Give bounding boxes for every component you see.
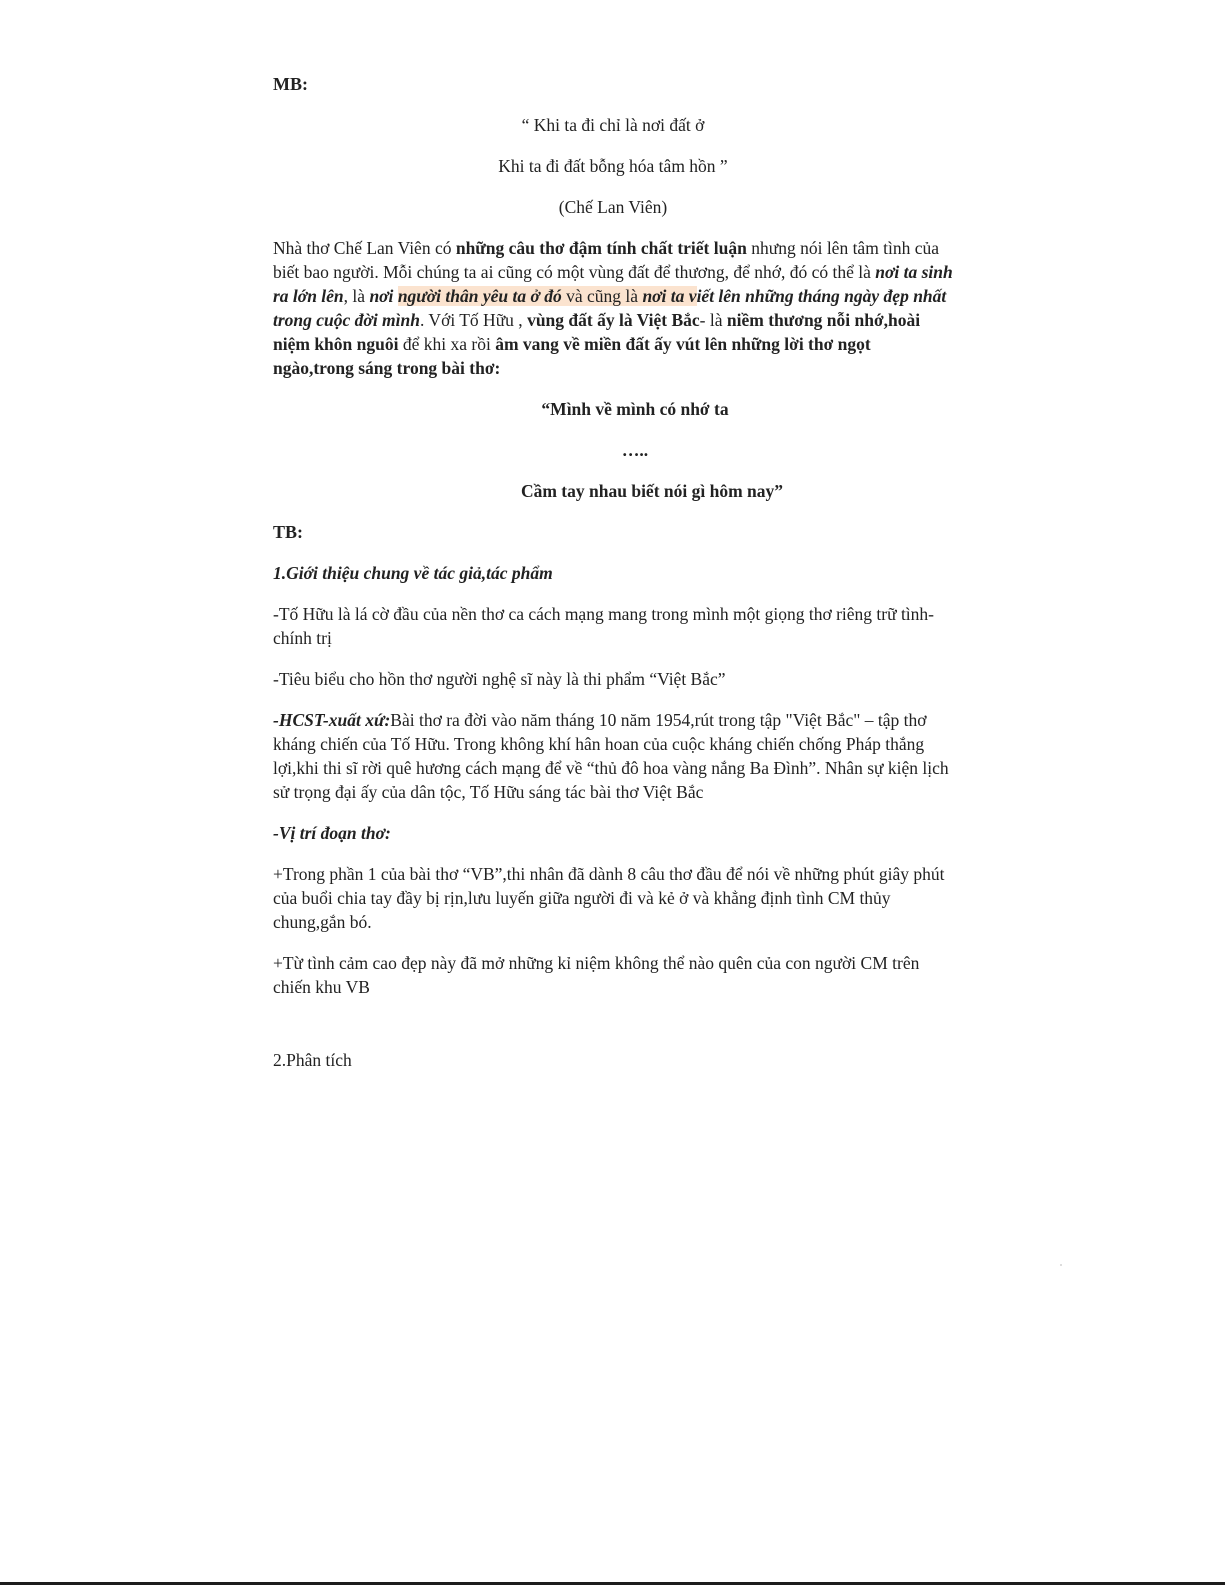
section-1-heading: 1.Giới thiệu chung về tác giả,tác phẩm: [273, 563, 553, 583]
vitri-label: -Vị trí đoạn thơ:: [273, 823, 391, 843]
section-2-heading: 2.Phân tích: [273, 1050, 352, 1070]
poem-ellipsis: …..: [621, 440, 649, 460]
intro-text: . Với Tố Hữu ,: [420, 310, 528, 330]
position-paragraph-1: +Trong phần 1 của bài thơ “VB”,thi nhân đã dành 8 câu thơ đầu để nói về những phút giây phút của buổi chia tay đầy bị rịn,lưu luyến giữa người đi và kẻ ở và khẳng định tình CM thủy chung,gắn bó.: [273, 864, 945, 932]
poem-line-2: Cầm tay nhau biết nói gì hôm nay”: [520, 481, 784, 501]
intro-text: Nhà thơ Chế Lan Viên có: [273, 238, 456, 258]
intro-bold-phrase: những câu thơ đậm tính chất triết luận: [455, 238, 747, 258]
intro-paragraph: [273, 236, 953, 380]
highlighted-phrase: nơi ta v: [642, 286, 697, 306]
intro-bold-italic-phrase: iết lên những tháng ngày đẹp nhất trong cuộc đời mình: [273, 286, 947, 330]
intro-text: để khi xa rồi: [398, 334, 496, 354]
work-paragraph: -Tiêu biểu cho hồn thơ người nghệ sĩ này là thi phẩm “Việt Bắc”: [273, 669, 726, 689]
scan-speck: [1060, 1264, 1062, 1266]
highlighted-phrase: người thân yêu ta ở đó: [397, 286, 562, 306]
position-paragraph-2: +Từ tình cảm cao đẹp này đã mở những kỉ niệm không thể nào quên của con người CM trên chiến khu VB: [273, 953, 920, 997]
highlighted-text: và cũng là: [561, 286, 643, 306]
hcst-text: Bài thơ ra đời vào năm tháng 10 năm 1954,rút trong tập "Việt Bắc" – tập thơ kháng chiến của Tố Hữu. Trong không khí hân hoan của cuộc kháng chiến chống Pháp thắng lợi,khi thi sĩ rời quê hương cách mạng để về “thủ đô hoa vàng nắng Ba Đình”. Nhân sự kiện lịch sử trọng đại ấy của dân tộc, Tố Hữu sáng tác bài thơ Việt Bắc: [273, 710, 949, 802]
intro-text: - là: [699, 310, 727, 330]
intro-bold-italic-phrase: nơi ta sinh ra lớn lên: [273, 262, 953, 306]
mb-label: MB:: [273, 74, 308, 94]
intro-text: nhưng nói lên tâm tình của biết bao người. Mỗi chúng ta ai cũng có một vùng đất để thương, để nhớ, đó có thể là: [273, 238, 940, 282]
hcst-paragraph: [273, 708, 953, 804]
intro-bold-italic-phrase: nơi: [369, 286, 398, 306]
intro-text: , là: [343, 286, 370, 306]
intro-bold-phrase: vùng đất ấy là Việt Bắc: [527, 310, 700, 330]
author-paragraph: -Tố Hữu là lá cờ đầu của nền thơ ca cách mạng mang trong mình một giọng thơ riêng trữ tình-chính trị: [273, 604, 935, 648]
document-body: [273, 72, 953, 1089]
quote-attribution: (Chế Lan Viên): [558, 197, 668, 217]
quote-line-1: “ Khi ta đi chỉ là nơi đất ở: [521, 115, 705, 135]
hcst-label: -HCST-xuất xứ:: [273, 710, 391, 730]
quote-line-2: Khi ta đi đất bỗng hóa tâm hồn ”: [498, 156, 728, 176]
poem-line-1: “Mình về mình có nhớ ta: [541, 399, 729, 419]
intro-bold-phrase: niềm thương nỗi nhớ,hoài niệm khôn nguôi: [273, 310, 921, 354]
tb-label: TB:: [273, 522, 304, 542]
intro-bold-phrase: âm vang về miền đất ấy vút lên những lời thơ ngọt ngào,trong sáng trong bài thơ:: [273, 334, 871, 378]
